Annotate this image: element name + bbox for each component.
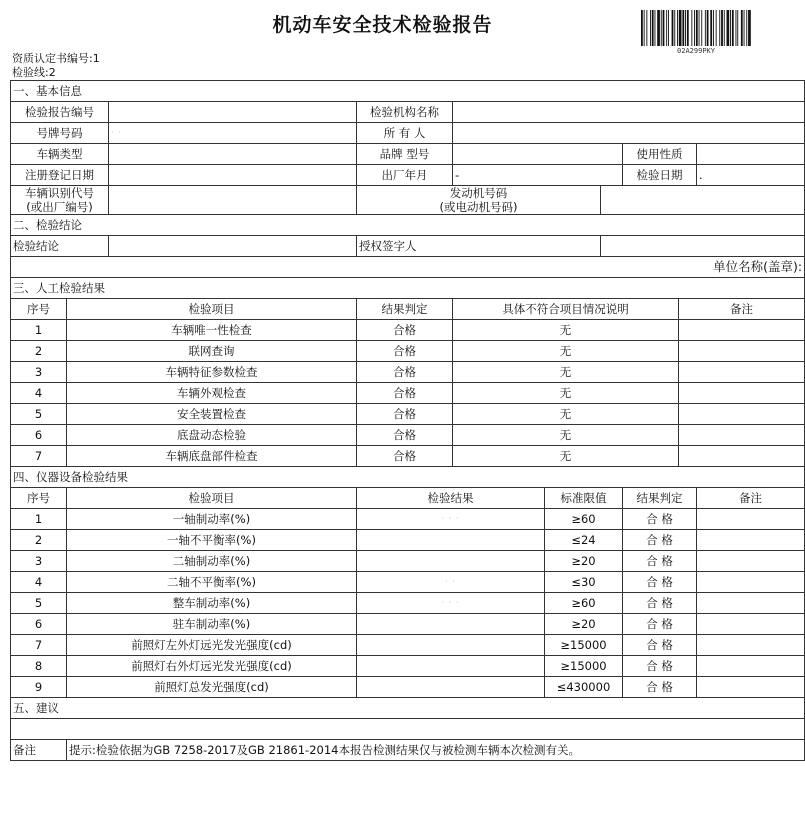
manual-row (11, 446, 805, 467)
instrument-row-value: · · · (357, 509, 545, 530)
instrument-row-item: 二轴不平衡率(%) (67, 572, 357, 593)
manual-row-remark (679, 383, 805, 404)
label-vehicle-type: 车辆类型 (11, 144, 109, 165)
barcode-bar (721, 10, 723, 46)
barcode-bar (727, 10, 730, 46)
value-report-number (109, 102, 357, 123)
manual-row-no: 6 (11, 425, 67, 446)
barcode-bar (668, 10, 669, 46)
manual-row-description: 无 (453, 341, 679, 362)
value-agency-name (453, 102, 805, 123)
unit-name-stamp: 单位名称(盖章): (11, 257, 805, 278)
value-plate-number: · · (109, 123, 357, 144)
instrument-row-result: 合 格 (623, 677, 697, 698)
barcode-bar (730, 10, 731, 46)
manual-header-result: 结果判定 (357, 299, 453, 320)
instrument-row-item: 前照灯右外灯远光发光强度(cd) (67, 656, 357, 677)
instrument-row-limit: ≥20 (545, 551, 623, 572)
manual-row-description: 无 (453, 320, 679, 341)
instrument-row-item: 二轴制动率(%) (67, 551, 357, 572)
barcode-bar (707, 10, 709, 46)
instrument-row-no: 3 (11, 551, 67, 572)
instrument-row-value: · · (357, 572, 545, 593)
instrument-results-body (11, 509, 805, 698)
instrument-row-limit: ≤24 (545, 530, 623, 551)
manual-row-remark (679, 425, 805, 446)
barcode-bar (701, 10, 702, 46)
value-registration-date (109, 165, 357, 186)
manual-row-no: 4 (11, 383, 67, 404)
instrument-header-value: 检验结果 (357, 488, 545, 509)
value-brand-model (453, 144, 623, 165)
instrument-header-result: 结果判定 (623, 488, 697, 509)
label-manufacture-date: 出厂年月 (357, 165, 453, 186)
instrument-row-remark (697, 635, 805, 656)
label-plate-number: 号牌号码 (11, 123, 109, 144)
certification-number: 资质认定书编号:1 (12, 52, 100, 65)
instrument-row-result: 合 格 (623, 656, 697, 677)
manual-row-remark (679, 446, 805, 467)
instrument-row-value: · · · (357, 593, 545, 614)
value-manufacture-date: - (453, 165, 623, 186)
instrument-row-no: 7 (11, 635, 67, 656)
manual-row-result: 合格 (357, 446, 453, 467)
barcode-bar (736, 10, 737, 46)
label-vin (11, 186, 109, 215)
instrument-row (11, 572, 805, 593)
label-conclusion: 检验结论 (11, 236, 109, 257)
instrument-row-remark (697, 509, 805, 530)
barcode-bar (672, 10, 674, 46)
label-note: 备注 (11, 740, 67, 761)
barcode-bar (652, 10, 654, 46)
barcode-bar (661, 10, 662, 46)
instrument-row-result: 合 格 (623, 572, 697, 593)
manual-row-remark (679, 341, 805, 362)
instrument-row-item: 一轴制动率(%) (67, 509, 357, 530)
barcode-bar (724, 10, 725, 46)
barcode-bar (674, 10, 675, 46)
instrument-row-no: 5 (11, 593, 67, 614)
instrument-row-remark (697, 677, 805, 698)
barcode-bar (666, 10, 667, 46)
instrument-row (11, 509, 805, 530)
label-report-number: 检验报告编号 (11, 102, 109, 123)
instrument-row-remark (697, 572, 805, 593)
instrument-row-remark (697, 614, 805, 635)
barcode-bar (691, 10, 692, 46)
instrument-row-result: 合 格 (623, 530, 697, 551)
barcode-bar (710, 10, 712, 46)
manual-row-description: 无 (453, 425, 679, 446)
label-authorized-signer: 授权签字人 (357, 236, 601, 257)
barcode-bar (679, 10, 682, 46)
instrument-row-remark (697, 593, 805, 614)
barcode-bar (713, 10, 714, 46)
barcode-bar (748, 10, 751, 46)
manual-row-remark (679, 404, 805, 425)
manual-row-item: 车辆底盘部件检查 (67, 446, 357, 467)
value-owner (453, 123, 805, 144)
instrument-row-no: 9 (11, 677, 67, 698)
manual-row-description: 无 (453, 404, 679, 425)
instrument-row-item: 前照灯左外灯远光发光强度(cd) (67, 635, 357, 656)
instrument-row-item: 一轴不平衡率(%) (67, 530, 357, 551)
instrument-row-limit: ≤430000 (545, 677, 623, 698)
manual-row-description: 无 (453, 362, 679, 383)
value-note: 提示:检验依据为GB 7258-2017及GB 21861-2014本报告检测结果仅与被检测车辆本次检测有关。 (67, 740, 805, 761)
manual-row-item: 底盘动态检验 (67, 425, 357, 446)
instrument-row-no: 2 (11, 530, 67, 551)
instrument-row-limit: ≥60 (545, 593, 623, 614)
barcode-bar (744, 10, 745, 46)
barcode-number: 02A299PKY (677, 47, 715, 55)
manual-row (11, 404, 805, 425)
manual-header-remark: 备注 (679, 299, 805, 320)
instrument-row-value (357, 656, 545, 677)
barcode-bar (641, 10, 643, 46)
instrument-header-item: 检验项目 (67, 488, 357, 509)
value-usage (697, 144, 805, 165)
manual-row-no: 3 (11, 362, 67, 383)
manual-row-description: 无 (453, 383, 679, 404)
manual-row-no: 1 (11, 320, 67, 341)
instrument-row-limit: ≥15000 (545, 635, 623, 656)
instrument-header-no: 序号 (11, 488, 67, 509)
barcode-bar (699, 10, 700, 46)
instrument-row-value (357, 614, 545, 635)
inspection-report-table (10, 80, 805, 761)
barcode-bar (644, 10, 645, 46)
barcode-bar (716, 10, 717, 46)
manual-row-result: 合格 (357, 383, 453, 404)
manual-row-no: 2 (11, 341, 67, 362)
barcode-bar (687, 10, 689, 46)
manual-row-item: 车辆外观检查 (67, 383, 357, 404)
manual-row-item: 联网查询 (67, 341, 357, 362)
manual-row (11, 425, 805, 446)
value-authorized-signer (601, 236, 805, 257)
instrument-row (11, 551, 805, 572)
value-vehicle-type (109, 144, 357, 165)
section-suggestion: 五、建议 (11, 698, 805, 719)
barcode-bar (741, 10, 743, 46)
manual-results-body (11, 320, 805, 467)
barcode-bar (657, 10, 660, 46)
section-instrument-inspection: 四、仪器设备检验结果 (11, 467, 805, 488)
instrument-header-remark: 备注 (697, 488, 805, 509)
instrument-row-remark (697, 530, 805, 551)
label-vin-line1: 车辆识别代号 (25, 186, 94, 200)
barcode-bar (685, 10, 686, 46)
instrument-row-value (357, 677, 545, 698)
manual-row-description: 无 (453, 446, 679, 467)
inspection-line: 检验线:2 (12, 66, 56, 79)
manual-row-result: 合格 (357, 341, 453, 362)
label-inspection-date: 检验日期 (623, 165, 697, 186)
manual-row (11, 320, 805, 341)
value-suggestion (11, 719, 805, 740)
instrument-row-result: 合 格 (623, 614, 697, 635)
manual-row-result: 合格 (357, 404, 453, 425)
instrument-row-no: 4 (11, 572, 67, 593)
instrument-row-result: 合 格 (623, 635, 697, 656)
barcode-bar (663, 10, 665, 46)
barcode-bar (719, 10, 720, 46)
instrument-row (11, 656, 805, 677)
barcode-bar (746, 10, 747, 46)
manual-row (11, 383, 805, 404)
instrument-row-result: 合 格 (623, 509, 697, 530)
instrument-row-no: 8 (11, 656, 67, 677)
value-conclusion (109, 236, 357, 257)
instrument-row-limit: ≥20 (545, 614, 623, 635)
manual-row-result: 合格 (357, 320, 453, 341)
barcode-bar (650, 10, 651, 46)
barcode-bar (737, 10, 738, 46)
manual-row (11, 362, 805, 383)
barcode-bar (705, 10, 706, 46)
instrument-row-limit: ≥15000 (545, 656, 623, 677)
barcode-bar (655, 10, 656, 46)
manual-header-description: 具体不符合项目情况说明 (453, 299, 679, 320)
manual-row-item: 车辆特征参数检查 (67, 362, 357, 383)
report-title: 机动车安全技术检验报告 (272, 14, 493, 36)
instrument-row-limit: ≥60 (545, 509, 623, 530)
manual-row-result: 合格 (357, 362, 453, 383)
instrument-row-result: 合 格 (623, 593, 697, 614)
instrument-row (11, 677, 805, 698)
barcode-bar (696, 10, 698, 46)
label-engine-line2: (或电动机号码) (439, 200, 518, 214)
manual-header-no: 序号 (11, 299, 67, 320)
instrument-row-result: 合 格 (623, 551, 697, 572)
label-engine-number (357, 186, 601, 215)
label-registration-date: 注册登记日期 (11, 165, 109, 186)
manual-header-item: 检验项目 (67, 299, 357, 320)
instrument-row (11, 593, 805, 614)
barcode-bar (677, 10, 678, 46)
value-inspection-date: . (697, 165, 805, 186)
manual-row (11, 341, 805, 362)
instrument-row-value (357, 635, 545, 656)
label-engine-line1: 发动机号码 (449, 186, 508, 200)
instrument-row (11, 635, 805, 656)
barcode (640, 10, 752, 46)
barcode-bar (682, 10, 684, 46)
barcode-bar (646, 10, 647, 46)
barcode-bar (694, 10, 695, 46)
instrument-row-remark (697, 551, 805, 572)
section-basic-info: 一、基本信息 (11, 81, 805, 102)
instrument-row-item: 整车制动率(%) (67, 593, 357, 614)
section-manual-inspection: 三、人工检验结果 (11, 278, 805, 299)
label-owner: 所 有 人 (357, 123, 453, 144)
value-engine-number (601, 186, 805, 215)
manual-row-result: 合格 (357, 425, 453, 446)
instrument-row (11, 530, 805, 551)
instrument-row-no: 1 (11, 509, 67, 530)
value-vin (109, 186, 357, 215)
instrument-row (11, 614, 805, 635)
instrument-row-remark (697, 656, 805, 677)
label-agency-name: 检验机构名称 (357, 102, 453, 123)
instrument-row-value (357, 551, 545, 572)
manual-row-item: 车辆唯一性检查 (67, 320, 357, 341)
instrument-row-value (357, 530, 545, 551)
manual-row-item: 安全装置检查 (67, 404, 357, 425)
manual-row-no: 5 (11, 404, 67, 425)
section-conclusion: 二、检验结论 (11, 215, 805, 236)
label-usage: 使用性质 (623, 144, 697, 165)
instrument-header-limit: 标准限值 (545, 488, 623, 509)
manual-row-remark (679, 362, 805, 383)
instrument-row-limit: ≤30 (545, 572, 623, 593)
label-vin-line2: (或出厂编号) (26, 200, 93, 214)
instrument-row-no: 6 (11, 614, 67, 635)
label-brand-model: 品牌 型号 (357, 144, 453, 165)
barcode-bar (732, 10, 734, 46)
instrument-row-item: 前照灯总发光强度(cd) (67, 677, 357, 698)
instrument-row-item: 驻车制动率(%) (67, 614, 357, 635)
manual-row-remark (679, 320, 805, 341)
manual-row-no: 7 (11, 446, 67, 467)
